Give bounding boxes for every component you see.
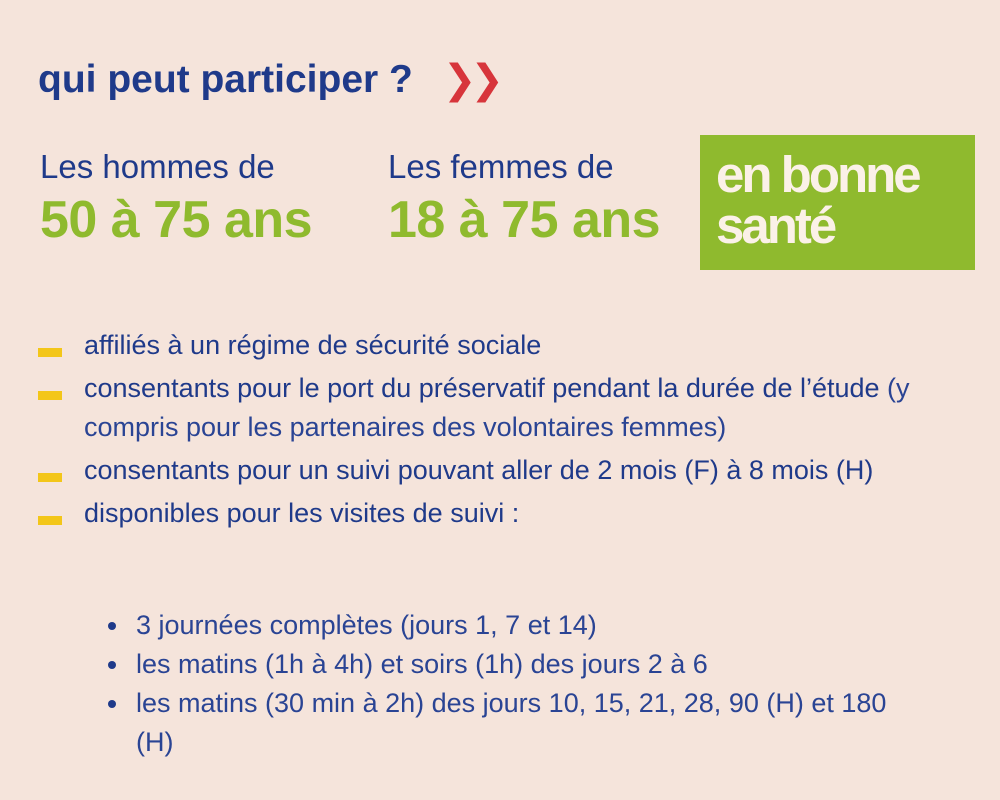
yellow-bullet-icon (38, 516, 62, 525)
criterion-text: disponibles pour les visites de suivi : (84, 498, 520, 528)
men-age-range: 50 à 75 ans (40, 191, 313, 249)
yellow-bullet-icon (38, 473, 62, 482)
criterion-main: consentants pour le port du préservatif pendant la durée de l’étude (84, 373, 880, 403)
yellow-bullet-icon (38, 391, 62, 400)
men-lead: Les hommes de (40, 148, 275, 185)
men-eligibility (40, 148, 312, 250)
visit-text: les matins (30 min à 2h) des jours 10, 15, 21, 28, 90 (H) et 180 (H) (136, 688, 887, 757)
good-health-badge (700, 135, 975, 270)
list-item (108, 684, 928, 762)
list-item (108, 645, 928, 684)
dot-bullet-icon (108, 700, 116, 708)
page-title (38, 58, 498, 102)
criterion-text (84, 369, 938, 447)
double-chevron-icon: ❯❯ (442, 58, 498, 102)
title-text: qui peut participer ? (38, 58, 413, 101)
criterion-text: consentants pour un suivi pouvant aller de 2 mois (F) à 8 mois (H) (84, 455, 874, 485)
women-age-range: 18 à 75 ans (388, 191, 661, 249)
women-lead: Les femmes de (388, 148, 614, 185)
criterion-text: affiliés à un régime de sécurité sociale (84, 330, 542, 360)
dot-bullet-icon (108, 622, 116, 630)
criteria-list (38, 326, 938, 537)
list-item (38, 451, 938, 490)
visits-sublist (108, 606, 928, 762)
list-item (108, 606, 928, 645)
health-line-1: en bonne (716, 146, 919, 203)
visit-text: les matins (1h à 4h) et soirs (1h) des jours 2 à 6 (136, 649, 708, 679)
dot-bullet-icon (108, 661, 116, 669)
list-item (38, 326, 938, 365)
visit-text: 3 journées complètes (jours 1, 7 et 14) (136, 610, 597, 640)
yellow-bullet-icon (38, 348, 62, 357)
women-eligibility (388, 148, 660, 250)
list-item (38, 494, 938, 533)
health-line-2: santé (716, 197, 835, 254)
list-item (38, 369, 938, 447)
criterion-note: (y compris pour les partenaires des volontaires femmes) (84, 373, 910, 442)
